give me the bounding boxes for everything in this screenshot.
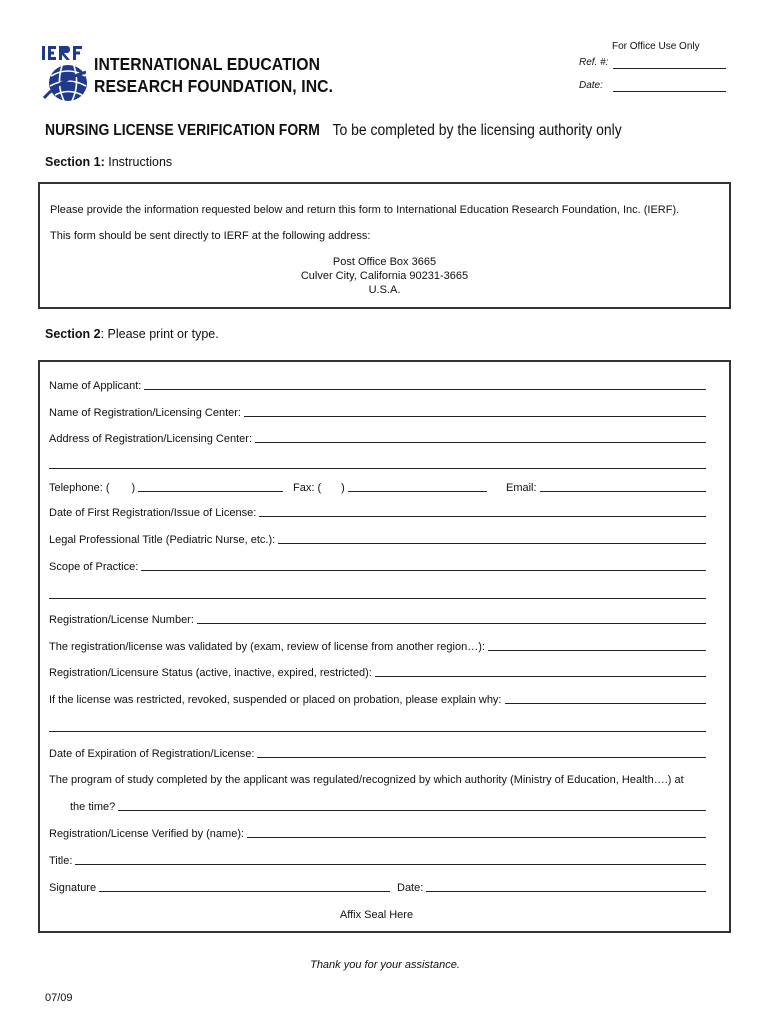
legal-title-label: Legal Professional Title (Pediatric Nurse, etc.): xyxy=(49,534,276,546)
form-subtitle: To be completed by the licensing authority only xyxy=(332,122,622,139)
center-address-field[interactable] xyxy=(49,433,706,445)
fax-field[interactable] xyxy=(293,482,487,494)
section1-number: Section 1: xyxy=(45,155,105,169)
address-line2: Culver City, California 90231-3665 xyxy=(300,270,469,282)
legal-title-field[interactable] xyxy=(49,534,706,546)
license-number-label: Registration/License Number: xyxy=(49,614,194,626)
applicant-name-field[interactable] xyxy=(49,380,706,392)
office-date-input-line[interactable] xyxy=(613,90,726,92)
scope-of-practice-field[interactable] xyxy=(49,561,706,573)
signature-date-label: Date: xyxy=(397,882,424,894)
fax-label: Fax: ( xyxy=(293,482,322,494)
email-field[interactable] xyxy=(506,482,706,494)
fax-close-paren: ) xyxy=(341,482,345,494)
signature-label: Signature xyxy=(49,882,97,894)
restriction-explanation-line2[interactable] xyxy=(49,731,706,732)
telephone-label: Telephone: ( xyxy=(49,482,110,494)
first-registration-date-field[interactable] xyxy=(49,507,706,519)
section1-heading xyxy=(45,155,172,169)
center-name-label: Name of Registration/Licensing Center: xyxy=(49,407,241,419)
license-number-field[interactable] xyxy=(49,614,706,626)
affix-seal-label: Affix Seal Here xyxy=(339,909,414,921)
verifier-title-field[interactable] xyxy=(49,855,706,867)
org-name-line1: INTERNATIONAL EDUCATION xyxy=(94,54,321,74)
form-title-main: NURSING LICENSE VERIFICATION FORM xyxy=(45,122,320,139)
ref-input-line[interactable] xyxy=(613,67,726,69)
program-authority-label-line1: The program of study completed by the applicant was regulated/recognized by which authority (Ministry of Education, Health….) at xyxy=(49,774,684,786)
expiration-date-field[interactable] xyxy=(49,748,706,760)
verified-by-field[interactable] xyxy=(49,828,706,840)
scope-label: Scope of Practice: xyxy=(49,561,139,573)
thank-you-note: Thank you for your assistance. xyxy=(310,959,460,971)
program-authority-field[interactable] xyxy=(70,801,706,813)
signature-date-field[interactable] xyxy=(397,882,706,894)
instructions-para1: Please provide the information requested below and return this form to International Education Research Foundation, Inc. (IERF). xyxy=(50,204,680,216)
section1-title: Instructions xyxy=(108,155,173,169)
form-title xyxy=(45,122,622,140)
organization-name xyxy=(94,53,333,97)
first-registration-label: Date of First Registration/Issue of License: xyxy=(49,507,257,519)
license-status-field[interactable] xyxy=(49,667,706,679)
restriction-explanation-label: If the license was restricted, revoked, suspended or placed on probation, please explain why: xyxy=(49,694,502,706)
signature-field[interactable] xyxy=(49,882,390,894)
instructions-para2: This form should be sent directly to IERF at the following address: xyxy=(50,230,371,242)
telephone-close-paren: ) xyxy=(131,482,136,494)
section2-number: Section 2 xyxy=(45,327,101,341)
telephone-field[interactable] xyxy=(49,482,283,494)
program-authority-label-line2: the time? xyxy=(70,801,116,813)
address-line3: U.S.A. xyxy=(368,284,401,296)
expiration-date-label: Date of Expiration of Registration/License: xyxy=(49,748,255,760)
office-use-label: For Office Use Only xyxy=(612,41,700,52)
center-address-line2[interactable] xyxy=(49,468,706,469)
ierf-logo xyxy=(42,46,88,106)
scope-line2[interactable] xyxy=(49,598,706,599)
section2-heading xyxy=(45,327,219,341)
applicant-name-label: Name of Applicant: xyxy=(49,380,142,392)
section2-title: : Please print or type. xyxy=(100,327,219,341)
verified-by-label: Registration/License Verified by (name): xyxy=(49,828,245,840)
verifier-title-label: Title: xyxy=(49,855,73,867)
license-status-label: Registration/Licensure Status (active, inactive, expired, restricted): xyxy=(49,667,372,679)
form-version: 07/09 xyxy=(45,992,73,1004)
restriction-explanation-field[interactable] xyxy=(49,694,706,706)
address-line1: Post Office Box 3665 xyxy=(332,256,437,268)
center-name-field[interactable] xyxy=(49,407,706,419)
email-label: Email: xyxy=(506,482,537,494)
validated-by-field[interactable] xyxy=(49,641,706,653)
office-date-label: Date: xyxy=(579,80,603,91)
ref-label: Ref. #: xyxy=(579,57,609,68)
validated-by-label: The registration/license was validated by (exam, review of license from another region…): xyxy=(49,641,485,653)
org-name-line2: RESEARCH FOUNDATION, INC. xyxy=(94,76,334,96)
center-address-label: Address of Registration/Licensing Center: xyxy=(49,433,252,445)
